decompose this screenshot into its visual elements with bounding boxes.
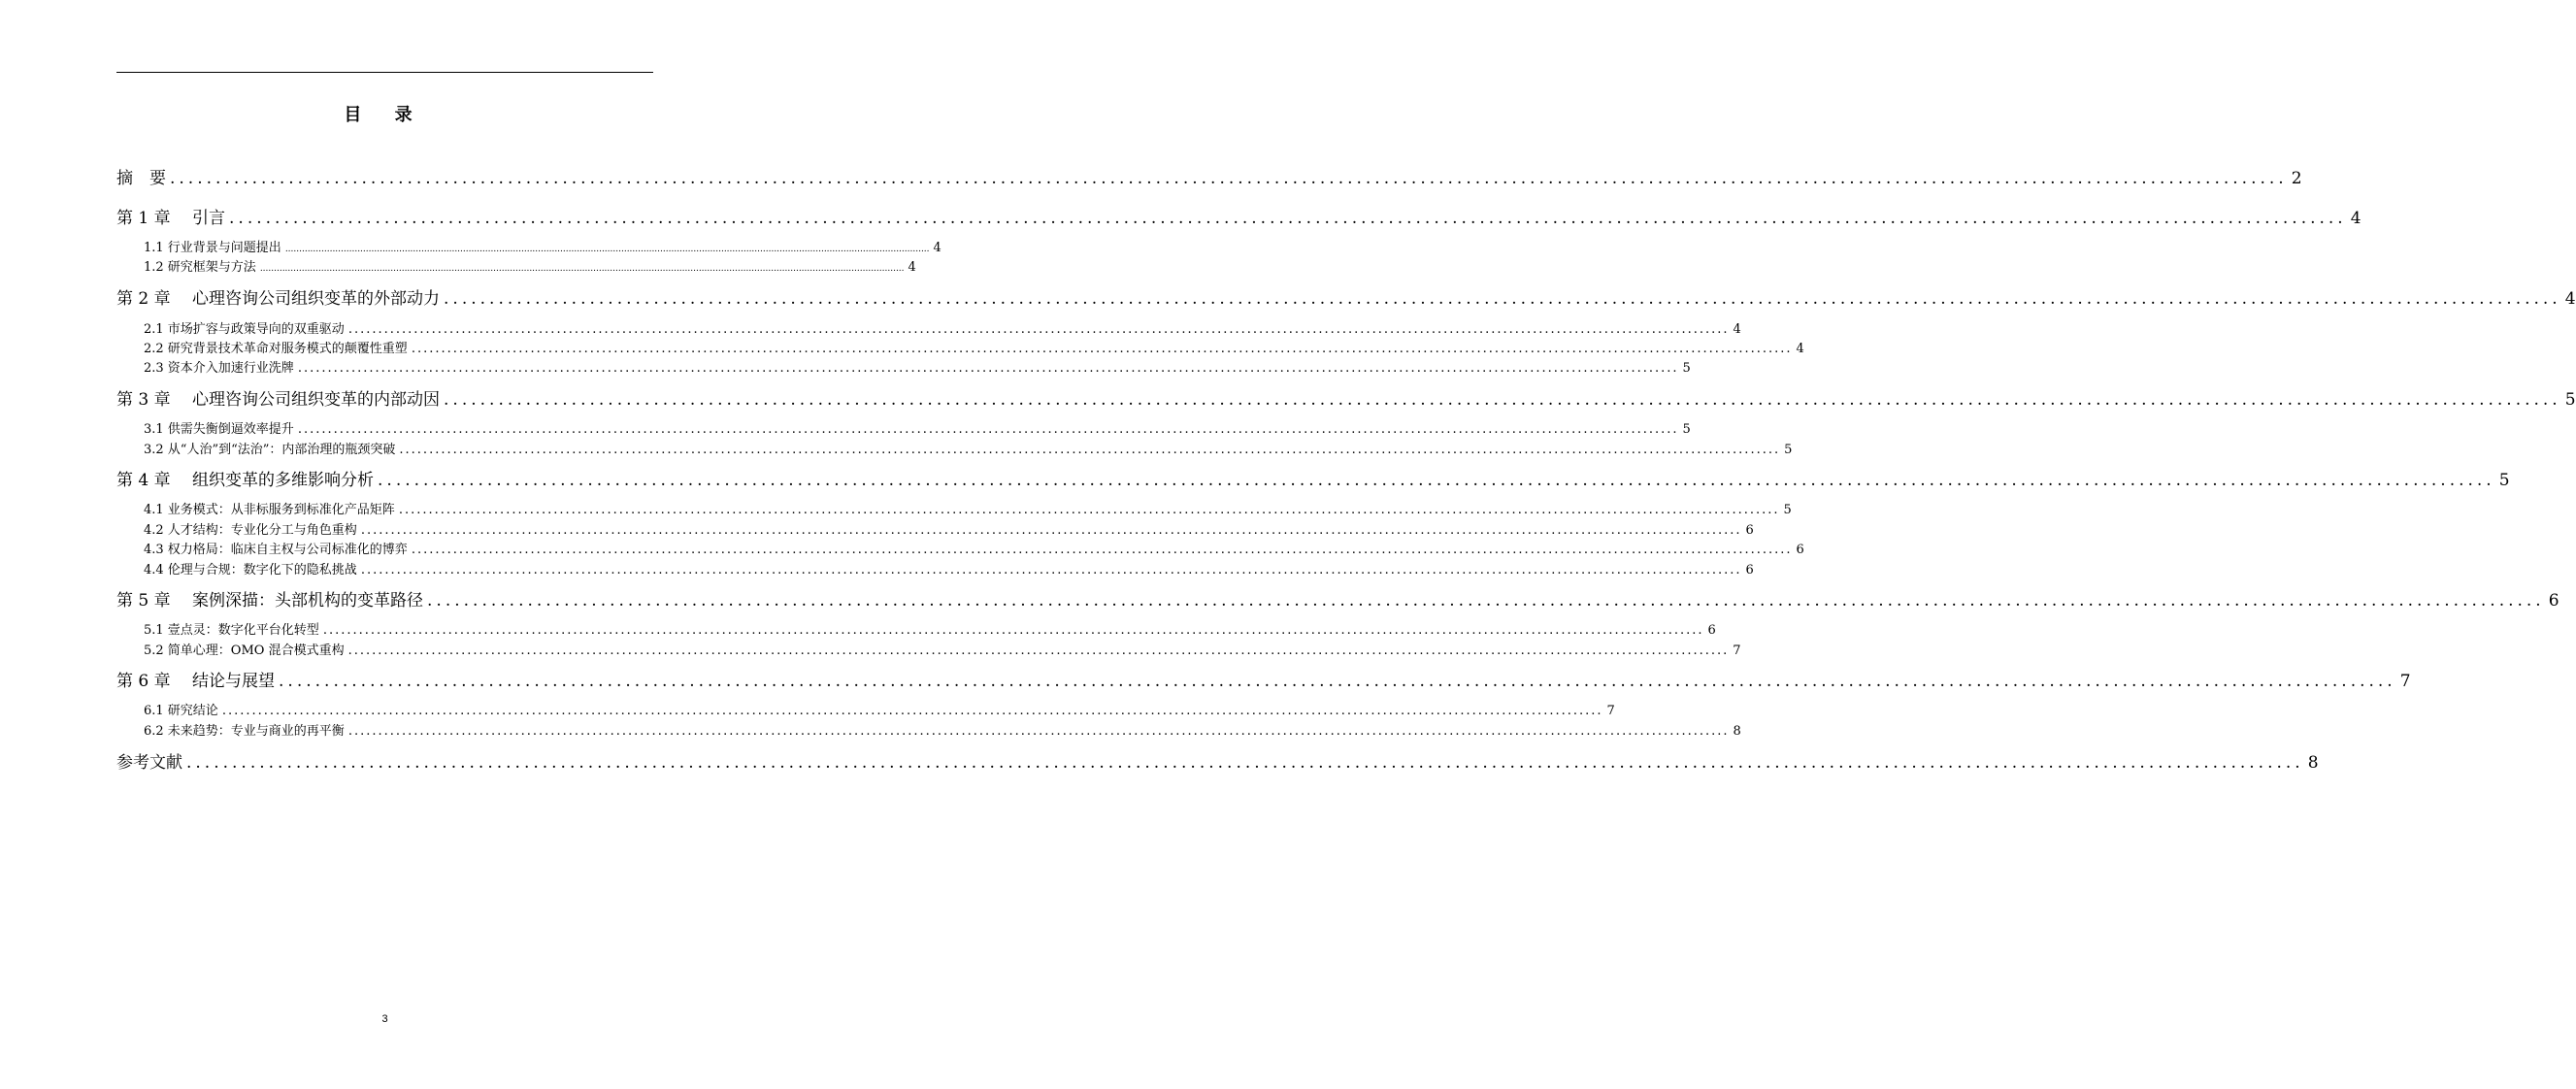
toc-entry-label: 第 6 章 结论与展望 [116, 672, 276, 691]
toc-entry[interactable] [144, 439, 1793, 457]
toc-entry[interactable] [116, 466, 2510, 490]
toc-entry-label: 3.1 供需失衡倒逼效率提升 [144, 422, 294, 437]
dot-leader: ........................................................................................................................................................................................................................................ [347, 322, 1730, 337]
toc-entry-label: 1.2 研究框架与方法 [144, 260, 256, 275]
dot-leader: ........................................................................................................................................................................................................................................ [427, 591, 2545, 610]
toc-entry-page: 7 [1733, 644, 1741, 658]
dot-leader: ........................................................................................................................................................................................................................................ [444, 390, 2561, 410]
toc-title: 目 录 [344, 105, 426, 125]
toc-entry-label: 3.2 从“人治”到“法治”：内部治理的瓶颈突破 [144, 443, 396, 457]
toc-entry-page: 4 [2350, 209, 2361, 228]
toc-entry[interactable] [116, 164, 2302, 188]
dot-leader: ........................................................................................................................................................................................................................................ [221, 704, 1603, 718]
toc-entry[interactable] [116, 586, 2559, 610]
toc-entry-page: 4 [1733, 322, 1741, 337]
dot-leader: ........................................................................................................................................................................................................................................ [347, 724, 1730, 739]
toc-entry[interactable] [144, 619, 1716, 638]
toc-entry-label: 1.1 行业背景与问题提出 [144, 241, 281, 255]
toc-entry-label: 第 4 章 组织变革的多维影响分析 [116, 471, 375, 490]
toc-entry[interactable] [144, 559, 1754, 578]
toc-entry[interactable] [116, 748, 2319, 773]
toc-entry-label: 4.4 伦理与合规：数字化下的隐私挑战 [144, 563, 357, 578]
toc-entry-page: 5 [1682, 422, 1691, 437]
toc-entry-label: 4.2 人才结构：专业化分工与角色重构 [144, 523, 357, 538]
toc-entry-label: 第 3 章 心理咨询公司组织变革的内部动因 [116, 390, 441, 410]
toc-entry-label: 第 5 章 案例深描：头部机构的变革路径 [116, 591, 424, 610]
toc-entry[interactable] [144, 237, 941, 255]
toc-entry[interactable] [144, 418, 1691, 437]
toc-entry-page: 6 [1745, 563, 1754, 578]
dot-leader: ........................................................................................................................................................................................................................................ [444, 289, 2561, 309]
dot-leader: ........................................................................................................................................................................................................................................ [360, 523, 1742, 538]
dot-leader: ........................................................................................................................................................................................................................................ [322, 623, 1704, 638]
dot-leader: ........................................................................................................................................................................................................................................ [398, 503, 1780, 517]
dot-leader: ........................................................................................................................................................................................................................................ [170, 169, 2288, 188]
dot-leader: ........................................................................................................................................................................................................................................ [186, 753, 2304, 773]
toc-entry[interactable] [116, 284, 2576, 309]
toc-entry[interactable] [144, 499, 1792, 517]
toc-entry-label: 2.2 研究背景技术革命对服务模式的颠覆性重塑 [144, 342, 408, 356]
toc-entry-label: 参考文献 [116, 753, 182, 773]
toc-entry[interactable] [144, 318, 1741, 337]
toc-entry[interactable] [144, 700, 1615, 718]
toc-entry-page: 6 [1745, 523, 1754, 538]
toc-entry[interactable] [144, 338, 1804, 356]
toc-entry[interactable] [116, 667, 2411, 691]
dot-leader: ........................................................................................................................................................................................................................................ [360, 563, 1742, 578]
toc-entry-label: 第 2 章 心理咨询公司组织变革的外部动力 [116, 289, 441, 309]
toc-entry-page: 5 [1682, 361, 1691, 376]
toc-entry-page: 5 [2498, 471, 2510, 490]
toc-entry-page: 4 [1796, 342, 1804, 356]
toc-entry-label: 6.2 未来趋势：专业与商业的再平衡 [144, 724, 345, 739]
toc-entry-page: 6 [1796, 543, 1804, 557]
toc-entry-page: 4 [2564, 289, 2576, 309]
toc-entry[interactable] [144, 519, 1754, 538]
toc-entry[interactable] [144, 539, 1804, 557]
dot-leader: ........................................................................................................................................................................................................................................ [411, 543, 1793, 557]
toc-entry-label: 2.1 市场扩容与政策导向的双重驱动 [144, 322, 345, 337]
toc-entry-page: 5 [1784, 443, 1793, 457]
toc-entry-page: 8 [2307, 753, 2319, 773]
toc-entry-page: 5 [2564, 390, 2576, 410]
toc-entry[interactable] [144, 256, 916, 275]
dot-leader: ........................................................................................................................................................................................................................................ [378, 471, 2495, 490]
dot-leader: ........................................................................................................................................................................................................................................ [229, 209, 2347, 228]
toc-entry-page: 6 [2548, 591, 2559, 610]
dot-leader: ........................................................................................................................................................................................................................................ [347, 644, 1730, 658]
toc-entry[interactable] [116, 204, 2361, 228]
toc-entry-page: 2 [2291, 169, 2302, 188]
toc-entry-label: 4.1 业务模式：从非标服务到标准化产品矩阵 [144, 503, 395, 517]
toc-entry-label: 5.2 简单心理：OMO 混合模式重构 [144, 644, 345, 658]
dot-leader: ........................................................................................................................................................................................................................................ [297, 422, 1679, 437]
toc-entry-label: 5.1 壹点灵：数字化平台化转型 [144, 623, 319, 638]
header-rule [116, 72, 653, 73]
toc-entry-page: 5 [1783, 503, 1792, 517]
dot-leader: ........................................................................................................................................................................................................................................ [399, 443, 1781, 457]
toc-entry-page: 6 [1707, 623, 1716, 638]
toc-entry-page: 8 [1733, 724, 1741, 739]
dot-leader: ........................................................................................................................................................................................................................................ [297, 361, 1679, 376]
toc-entry[interactable] [144, 357, 1691, 376]
dot-leader: ........................................................................................................................................................................................................................................ [411, 342, 1793, 356]
dot-leader: ........................................................................................................................................................................................................................................ [259, 264, 905, 274]
toc-entry-label: 摘 要 [116, 169, 166, 188]
toc-entry-label: 4.3 权力格局：临床自主权与公司标准化的博弈 [144, 543, 408, 557]
toc-entry-page: 4 [933, 241, 941, 255]
toc-entry[interactable] [144, 640, 1741, 658]
toc-entry-page: 7 [1606, 704, 1615, 718]
page-number: 3 [381, 1013, 388, 1025]
toc-entry[interactable] [116, 385, 2576, 410]
dot-leader: ........................................................................................................................................................................................................................................ [284, 245, 930, 254]
dot-leader: ........................................................................................................................................................................................................................................ [279, 672, 2396, 691]
toc-entry-page: 4 [908, 260, 916, 275]
toc-entry-label: 2.3 资本介入加速行业洗牌 [144, 361, 294, 376]
toc-entry-page: 7 [2399, 672, 2411, 691]
toc-entry-label: 第 1 章 引言 [116, 209, 226, 228]
toc-entry-label: 6.1 研究结论 [144, 704, 218, 718]
toc-entry[interactable] [144, 720, 1741, 739]
